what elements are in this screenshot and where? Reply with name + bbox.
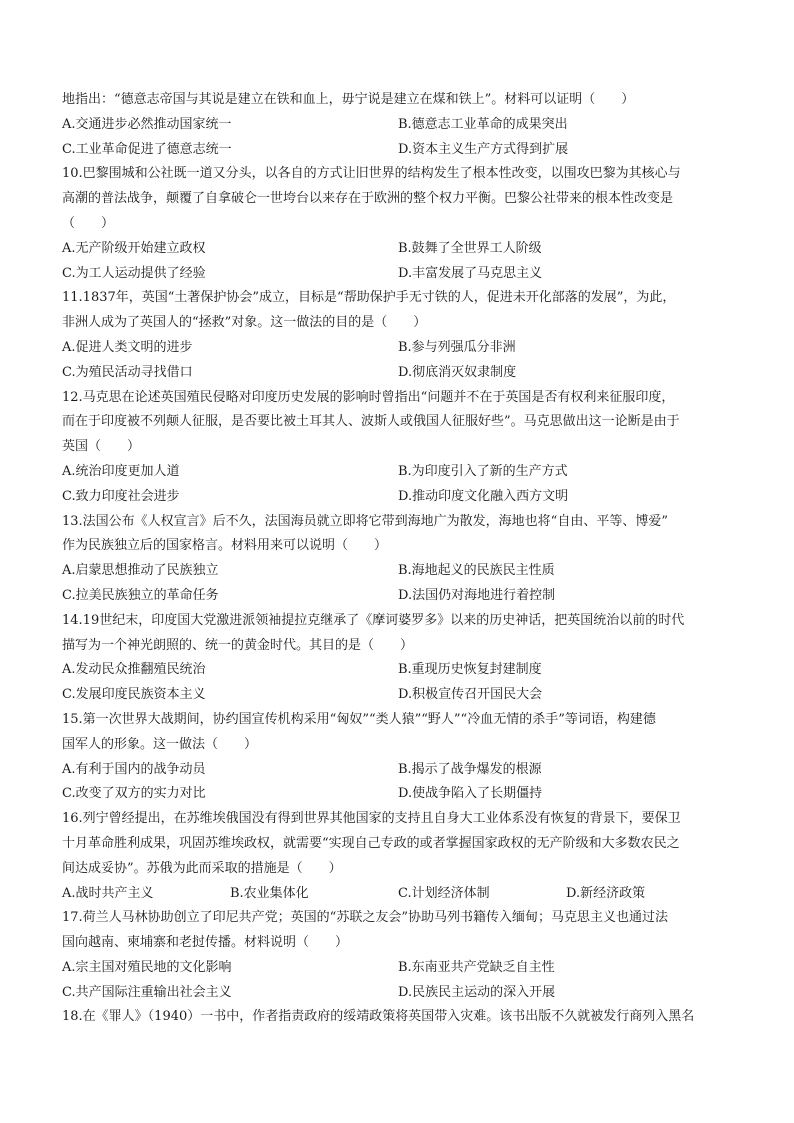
q9-options-row-1 <box>62 113 742 138</box>
q15-option-a: A.有利于国内的战争动员 <box>62 761 206 777</box>
q17-options-row-2 <box>62 981 742 1006</box>
q10-stem-line-2: 高潮的普法战争，颠覆了自拿破仑一世垮台以来存在于欧洲的整个权力平衡。巴黎公社带来的根本性改变是 <box>62 191 674 207</box>
q16-options-row <box>62 882 742 907</box>
q17-option-c: C.共产国际注重输出社会主义 <box>62 984 232 1000</box>
q9-options-row-2 <box>62 138 742 163</box>
q13-options-row-2 <box>62 584 742 609</box>
q15-stem-line-2: 国军人的形象。这一做法（ ） <box>62 736 258 752</box>
q10-options-row-2 <box>62 262 742 287</box>
q11-options-row-2 <box>62 361 742 386</box>
q16-stem-line-1: 16.列宁曾经提出，在苏维埃俄国没有得到世界其他国家的支持且自身大工业体系没有恢复的背景下，要保卫 <box>62 811 681 827</box>
q11-stem-line-1: 11.1837年，英国“土著保护协会”成立，目标是“帮助保护手无寸铁的人，促进未开化部落的发展”，为此， <box>62 290 676 306</box>
q14-stem-line-1: 14.19世纪末，印度国大党激进派领袖提拉克继承了《摩诃婆罗多》以来的历史神话，把英国统治以前的时代 <box>62 612 685 628</box>
q10-option-c: C.为工人运动提供了经验 <box>62 265 206 281</box>
q15-option-b: B.揭示了战争爆发的根源 <box>398 761 542 777</box>
q11-option-c: C.为殖民活动寻找借口 <box>62 364 193 380</box>
q16-stem-line-2: 十月革命胜利成果，巩固苏维埃政权，就需要“实现自己专政的或者掌握国家政权的无产阶级和大多数农民之 <box>62 835 680 851</box>
q17-option-b: B.东南亚共产党缺乏自主性 <box>398 959 555 975</box>
q17-options-row-1 <box>62 956 742 981</box>
q12-stem-line-1: 12.马克思在论述英国殖民侵略对印度历史发展的影响时曾指出“问题并不在于英国是否有权利来征服印度， <box>62 389 675 405</box>
q17-stem-line-2: 国向越南、柬埔寨和老挝传播。材料说明（ ） <box>62 935 349 951</box>
q15-options-row-1 <box>62 758 742 783</box>
q13-stem-line-2: 作为民族独立后的国家格言。材料用来可以说明（ ） <box>62 538 388 554</box>
q11-stem-line-2: 非洲人成为了英国人的“拯救”对象。这一做法的目的是（ ） <box>62 315 427 331</box>
q16-option-a: A.战时共产主义 <box>62 885 154 901</box>
q17-option-a: A.宗主国对殖民地的文化影响 <box>62 959 232 975</box>
q11-option-b: B.参与列强瓜分非洲 <box>398 339 516 355</box>
q15-option-c: C.改变了双方的实力对比 <box>62 786 206 802</box>
q12-stem-line-3: 英国（ ） <box>62 439 141 455</box>
q11-option-d: D.彻底消灭奴隶制度 <box>398 364 517 380</box>
q12-option-d: D.推动印度文化融入西方文明 <box>398 488 569 504</box>
q9-option-d: D.资本主义生产方式得到扩展 <box>398 141 569 157</box>
q18-stem-line-1: 18.在《罪人》（1940）一书中，作者指责政府的绥靖政策将英国带入灾难。该书出版不久就被发行商列入黑名 <box>62 1009 695 1025</box>
q14-option-c: C.发展印度民族资本主义 <box>62 687 206 703</box>
q13-option-d: D.法国仍对海地进行着控制 <box>398 587 556 603</box>
q10-option-d: D.丰富发展了马克思主义 <box>398 265 543 281</box>
q16-option-b: B.农业集体化 <box>230 885 309 901</box>
q16-option-c: C.计划经济体制 <box>398 885 490 901</box>
q15-option-d: D.使战争陷入了长期僵持 <box>398 786 543 802</box>
q16-stem-line-3: 间达成妥协”。苏俄为此而采取的措施是（ ） <box>62 860 342 876</box>
q15-stem-line-1: 15.第一次世界大战期间，协约国宣传机构采用“匈奴”“类人猿”“野人”“冷血无情的杀手”等词语，构建德 <box>62 711 656 727</box>
q9-option-c: C.工业革命促进了德意志统一 <box>62 141 232 157</box>
q15-options-row-2 <box>62 782 742 807</box>
q10-options-row-1 <box>62 237 742 262</box>
q9-option-a: A.交通进步必然推动国家统一 <box>62 116 232 132</box>
q10-option-b: B.鼓舞了全世界工人阶级 <box>398 240 542 256</box>
q12-option-a: A.统治印度更加人道 <box>62 463 180 479</box>
q14-option-d: D.积极宣传召开国民大会 <box>398 687 543 703</box>
q14-option-b: B.重现历史恢复封建制度 <box>398 662 542 678</box>
q10-option-a: A.无产阶级开始建立政权 <box>62 240 206 256</box>
q11-option-a: A.促进人类文明的进步 <box>62 339 193 355</box>
q12-options-row-1 <box>62 460 742 485</box>
q11-options-row-1 <box>62 336 742 361</box>
q13-option-c: C.拉美民族独立的革命任务 <box>62 587 219 603</box>
q14-options-row-2 <box>62 683 742 708</box>
q12-options-row-2 <box>62 485 742 510</box>
q14-option-a: A.发动民众推翻殖民统治 <box>62 662 206 678</box>
q17-option-d: D.民族民主运动的深入开展 <box>398 984 556 1000</box>
q13-stem-line-1: 13.法国公布《人权宣言》后不久，法国海员就立即将它带到海地广为散发，海地也将“自由、平等、博爱” <box>62 513 668 529</box>
question-list <box>62 88 742 1030</box>
q12-stem-line-2: 而在于印度被不列颠人征服，是否要比被土耳其人、波斯人或俄国人征服好些”。马克思做出这一论断是由于 <box>62 414 680 430</box>
q10-stem-line-1: 10.巴黎围城和公社既一道又分头，以各自的方式让旧世界的结构发生了根本性改变，以围攻巴黎为其核心与 <box>62 166 681 182</box>
q12-option-c: C.致力印度社会进步 <box>62 488 180 504</box>
q12-option-b: B.为印度引入了新的生产方式 <box>398 463 568 479</box>
q16-option-d: D.新经济政策 <box>566 885 646 901</box>
q13-option-a: A.启蒙思想推动了民族独立 <box>62 563 219 579</box>
q10-stem-line-3: （ ） <box>62 215 115 231</box>
q9-stem-line-1: 地指出：“德意志帝国与其说是建立在铁和血上，毋宁说是建立在煤和铁上”。材料可以证明（ ） <box>62 92 635 107</box>
q13-options-row-1 <box>62 559 742 584</box>
q14-stem-line-2: 描写为一个神光朗照的、统一的黄金时代。其目的是（ ） <box>62 637 414 653</box>
q17-stem-line-1: 17.荷兰人马林协助创立了印尼共产党；英国的“苏联之友会”协助马列书籍传入缅甸；马克思主义也通过法 <box>62 910 668 926</box>
q14-options-row-1 <box>62 658 742 683</box>
q9-option-b: B.德意志工业革命的成果突出 <box>398 116 568 132</box>
q13-option-b: B.海地起义的民族民主性质 <box>398 563 555 579</box>
